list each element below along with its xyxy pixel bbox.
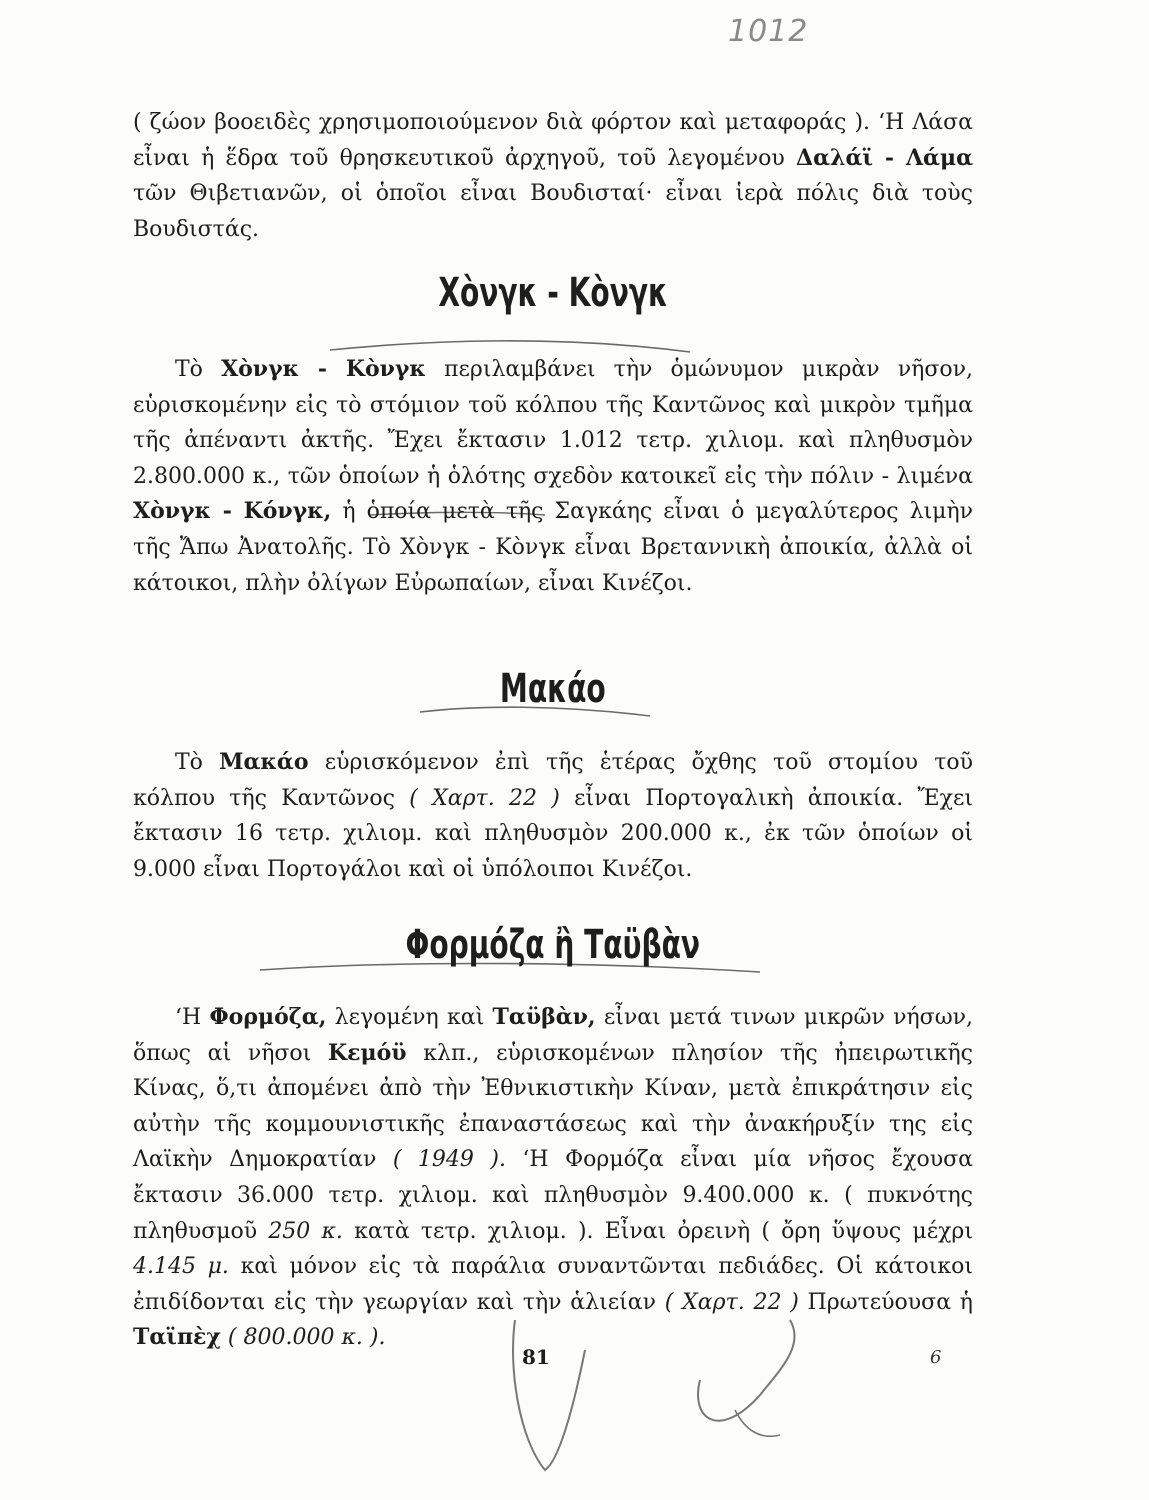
formosa-bold-3: Κεμόϋ xyxy=(328,1039,407,1066)
intro-section xyxy=(133,105,973,247)
hongkong-bold-2: Χὸνγκ - Κόνγκ, xyxy=(133,498,332,525)
macao-text-3: εἶναι Πορτογαλικὴ ἀποικία. Ἔχει ἔκτασιν 16 τετρ. χιλιομ. καὶ πληθυσμὸν 200.000 κ., ἐκ τῶν ὁποίων οἱ 9.000 εἶναι Πορτογάλοι καὶ οἱ ὑπόλοιποι Κινέζοι. xyxy=(133,785,973,882)
hongkong-heading xyxy=(133,270,973,316)
formosa-text-5: ‘Η Φορμόζα εἶναι μία νῆσος ἔχουσα ἔκτασιν 36.000 τετρ. χιλιομ. καὶ πληθυσμὸν 9.400.000 κ. ( πυκνότης πληθυσμοῦ xyxy=(133,1147,974,1244)
intro-text-1: ( ζώον βοοειδὲς χρησιμοποιούμενον διὰ φόρτον καὶ μεταφοράς ). ‘Η Λάσα εἶναι ἡ ἕδρα τοῦ θρησκευτικοῦ ἀρχηγοῦ, τοῦ λεγομένου xyxy=(133,110,973,171)
macao-italic-map-ref: ( Χαρτ. 22 ) xyxy=(409,785,560,811)
hongkong-heading-text: Χὸνγκ - Κὸνγκ xyxy=(438,270,668,316)
macao-text-2: εὑρισκόμενον ἐπὶ τῆς ἑτέρας ὄχθης τοῦ στομίου τοῦ κόλπου τῆς Καντῶνος xyxy=(133,750,974,811)
hongkong-section xyxy=(133,352,973,601)
formosa-text-4: κλπ., εὑρισκομένων πλησίον τῆς ἠπειρωτικῆς Κίνας, ὅ,τι ἀπομένει ἀπὸ τὴν Ἐθνικιστικὴν Κίναν, μετὰ ἐπικράτησιν εἰς αὐτὴν τῆς κομμουνιστικῆς ἐπαναστάσεως καὶ τὴν ἀνακήρυξίν της εἰς Λαϊκὴν Δημοκρατίαν xyxy=(133,1040,974,1173)
formosa-bold-2: Ταϋβὰν, xyxy=(492,1004,596,1030)
hongkong-text-1: Τὸ xyxy=(175,357,222,382)
formosa-heading xyxy=(133,922,973,968)
macao-heading xyxy=(133,666,973,712)
hongkong-paragraph xyxy=(133,352,973,601)
hongkong-bold-1: Χὸνγκ - Κὸνγκ xyxy=(221,356,426,382)
signature-number: 6 xyxy=(930,1347,942,1368)
intro-bold-dalai-lama: Δαλάϊ - Λάμα xyxy=(796,144,974,171)
intro-paragraph xyxy=(133,105,973,247)
intro-text-2: τῶν Θιβετιανῶν, οἱ ὁποῖοι εἶναι Βουδισταί· εἶναι ἱερὰ πόλις διὰ τοὺς Βουδιστάς. xyxy=(133,181,973,242)
formosa-paragraph xyxy=(133,1000,973,1356)
formosa-italic-2: 250 κ. xyxy=(268,1218,343,1244)
macao-heading-text: Μακάο xyxy=(500,666,606,712)
macao-bold-1: Μακάο xyxy=(219,749,309,775)
formosa-italic-3: 4.145 μ. xyxy=(133,1254,229,1280)
handwritten-page-mark: 1012 xyxy=(728,14,809,49)
formosa-text-3: εἶναι μετά τινων μικρῶν νήσων, ὅπως αἱ νῆσοι xyxy=(133,1005,974,1066)
formosa-text-6: κατὰ τετρ. χιλιομ. ). Εἶναι ὀρεινὴ ( ὄρη ὕψους μέχρι xyxy=(342,1218,973,1244)
formosa-italic-1: ( 1949 ). xyxy=(392,1147,506,1173)
formosa-italic-5: ( 800.000 κ. ). xyxy=(227,1325,386,1351)
formosa-text-1: ‘Η xyxy=(175,1005,210,1030)
hongkong-text-2: περιλαμβάνει τὴν ὁμώνυμον μικρὰν νῆσον, εὑρισκομένην εἰς τὸ στόμιον τοῦ κόλπου τῆς Καντῶνος καὶ μικρὸν τμῆμα τῆς ἀπέναντι ἀκτῆς. Ἔχει ἔκτασιν 1.012 τετρ. χιλιομ. καὶ πληθυσμὸν 2.800.000 κ., τῶν ὁποίων ἡ ὁλότης σχεδὸν κατοικεῖ εἰς τὴν πόλιν - λιμένα xyxy=(133,357,973,489)
formosa-italic-4: ( Χαρτ. 22 ) xyxy=(664,1289,799,1315)
formosa-heading-text: Φορμόζα ἢ Ταϋβὰν xyxy=(405,922,701,968)
formosa-text-9 xyxy=(221,1325,228,1350)
formosa-bold-4: Ταϊπὲχ xyxy=(133,1324,221,1351)
formosa-text-7: καὶ μόνον εἰς τὰ παράλια συναντῶνται πεδιάδες. Οἱ κάτοικοι ἐπιδίδονται εἰς τὴν γεωργίαν καὶ τὴν ἁλιείαν xyxy=(133,1254,974,1315)
page-number: 81 xyxy=(522,1345,550,1369)
formosa-section xyxy=(133,1000,973,1356)
macao-paragraph xyxy=(133,745,973,887)
macao-section xyxy=(133,745,973,887)
macao-text-1: Τὸ xyxy=(175,750,220,775)
formosa-text-2: λεγομένη καὶ xyxy=(326,1005,493,1030)
formosa-bold-1: Φορμόζα, xyxy=(209,1004,327,1030)
formosa-text-8: Πρωτεύουσα ἡ xyxy=(798,1289,973,1315)
hongkong-text-3: ἡ ὁποία μετὰ τῆς Σαγκάης εἶναι ὁ μεγαλύτερος λιμὴν τῆς Ἄπω Ἀνατολῆς. Τὸ Χὸνγκ - Κὸνγκ εἶναι Βρεταννικὴ ἀποικία, ἀλλὰ οἱ κάτοικοι, πλὴν ὀλίγων Εὐρωπαίων, εἶναι Κινέζοι. xyxy=(133,499,974,596)
